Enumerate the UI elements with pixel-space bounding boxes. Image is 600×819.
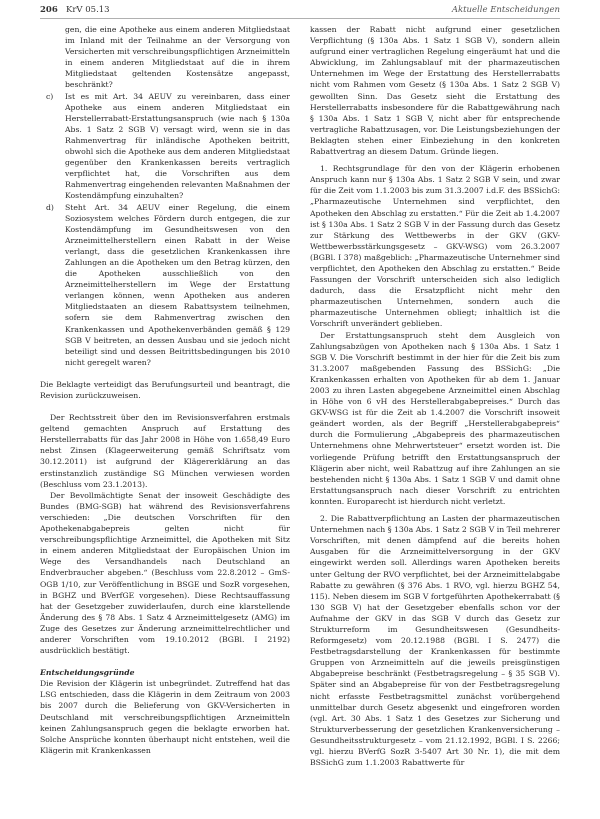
section-1	[310, 163, 560, 329]
paragraph-referral: Der Rechtsstreit über den im Revisionsverfahren erstmals geltend gemachten Anspruch auf Erstattung des Herstellerrabatts für das Jahr 2008 in Höhe von 1.658,49 Euro nebst Zinsen (Klageerweiterung gemäß Schriftsatz vom 30.12.2011) ist aufgrund der Klägererklärung an das erstinstanzlich zuständige SG München verwiesen worden (Beschluss vom 23.1.2013).	[40, 413, 290, 489]
paragraph-joint-senate: Der Bevollmächtigte Senat der insoweit Geschädigte des Bundes (BMG-SGB) hat während des Revisionsverfahrens verschieden: „Die deutschen Vorschriften für den Apothekenabgabepreis gelten nicht für verschreibungspflichtige Arzneimittel, die Apotheken mit Sitz in einem anderen Mitgliedstaat der Europäischen Union im Wege des Versandhandels nach Deutschland an Endverbraucher abgeben.“ (Beschluss vom 22.8.2012 – GmS-OGB 1/10, zur Veröffentlichung in BSGE und SozR vorgesehen, in BGHZ und BVerfGE vorgesehen). Diese Rechtsauffassung hat der Gesetzgeber zuwiderlaufen, durch eine klarstellende Änderung des § 78 Abs. 1 Satz 4 Arzneimittelgesetz (AMG) im Zuge des Gesetzes zur Änderung arzneimittelrechtlicher und anderer Vorschriften vom 19.10.2012 (BGBl. I 2192) ausdrücklich bestätigt.	[40, 490, 290, 656]
question-d-text: Steht Art. 34 AEUV einer Regelung, die einem Soziosystem welches Fördern durch entgegen, die zur Kostendämpfung im Gesundheitswesen von den Arzneimittelherstellern einen Rabatt in der Weise verlangt, dass die gesetzlichen Krankenkassen ihre Zahlungen an die Apotheken um den Betrag kürzen, den die Apotheken ausschließlich von den Arzneimittelherstellern im Wege der Erstattung verlangen können, wenn Apotheken aus anderen Mitgliedstaaten an diesem Rabattsystem teilnehmen, sofern sie dem Rahmenvertrag zwischen den Krankenkassen und Apothekenverbänden gemäß § 129 SGB V beitreten, an dessen Ausbau und sie jedoch nicht beteiligt sind und dessen Beitrittsbedingungen bis 2010 nicht geregelt waren?	[65, 202, 290, 367]
right-continuation: kassen der Rabatt nicht aufgrund einer gesetzlichen Verpflichtung (§ 130a Abs. 1 Satz 1 SGB V), sondern allein aufgrund einer vertraglichen Regelung eingeräumt hat und die Abwicklung, im Zahlungsablauf mit der pharmazeutischen Unternehmen im Wege der Erstattung des Herstellerrabatts nicht vom Rahmen vom Gesetz (§ 130a Abs. 1 Satz 2 SGB V) gewollten Sinn. Das Gesetz sieht die Erstattung des Herstellerrabatts insbesondere für die Rabattgewährung nach § 130a Abs. 1 Satz 1 SGB V, nicht aber für entsprechende vertragliche Rabattzusagen, vor. Die Leistungsbeziehungen der Beklagten stehen einer Einbeziehung in den konkreten Rabattvertrag an diesem Datum. Gründe liegen.	[310, 25, 560, 157]
section-1-marker: 1.	[320, 164, 328, 174]
question-c-marker: c)	[46, 91, 54, 101]
page-header	[40, 4, 560, 19]
section-2-marker: 2.	[320, 514, 328, 524]
defendant-motion: Die Beklagte verteidigt das Berufungsurteil und beantragt, die Revision zurückzuweisen.	[40, 379, 290, 400]
question-d	[40, 202, 290, 368]
paragraph-claim: Der Erstattungsanspruch steht dem Ausgleich von Zahlungsabzügen von Apotheken nach § 130a Abs. 1 Satz 1 SGB V. Die Vorschrift bestimmt in der hier für die Zeit bis zum 31.3.2007 maßgebenden Fassung des BSSichG: „Die Krankenkassen erhalten von Apotheken für ab dem 1. Januar 2003 zu ihren Lasten abgegebene Arzneimittel einen Abschlag in Höhe von 6 vH des Herstellerabgabepreises.“ Durch das GKV-WSG ist für die Zeit ab 1.4.2007 die Vorschrift insoweit geändert worden, als der Begriff „Herstellerabgabepreis“ durch die Formulierung „Abgabepreis des pharmazeutischen Unternehmens ohne Mehrwertsteuer“ ersetzt worden ist. Die vorliegende Prüfung betrifft den Erstattungsanspruch der Klägerin aber nicht, weil Rabattzug auf ihre Zahlungen an sie bestehenden nicht § 130a Abs. 1 Satz 1 SGB V und damit ohne Erstattungsanspruch nach dieser Vorschrift zu entrichten konnten. Europarecht ist hierdurch nicht verletzt.	[310, 330, 560, 506]
section-title: Aktuelle Entscheidungen	[451, 5, 560, 15]
reasons-heading: Entscheidungsgründe	[40, 668, 135, 678]
question-d-marker: d)	[46, 202, 54, 212]
page-number: 206	[40, 5, 58, 15]
section-2	[310, 513, 560, 768]
left-column	[40, 24, 290, 806]
section-2-text: Die Rabattverpflichtung an Lasten der pharmazeutischen Unternehmen nach § 130a Abs. 1 Satz 2 SGB V in Teil mehrerer Vorschriften, mit denen dämpfend auf die bereits hohen Ausgaben für die Arzneimittelversorgung in der GKV eingewirkt werden soll. Allerdings waren Apotheken bereits unter Geltung der RVO verpflichtet, bei der Arzneimittelabgabe Rabatte zu gewähren (§ 376 Abs. 1 RVO, vgl. hierzu BGHZ 54, 115). Neben diesem im SGB V fortgeführten Apothekerrabatt (§ 130 SGB V) hat der Gesetzgeber ebenfalls schon vor der Aufnahme der GKV in das SGB V durch das Gesetz zur Strukturreform im Gesundheitswesen (Gesundheits-Reformgesetz) vom 20.12.1988 (BGBl. I S. 2477) die Festbetragsdarstellung der Krankenkassen für bestimmte Gruppen von Arzneimitteln auf die jeweils preisgünstigen Abgabepreise beschränkt (Festbetragsregelung – § 35 SGB V). Später sind an Abgabepreise für von der Festbetragsregelung nicht erfasste Festbetragsmittel zunächst vorübergehend unmittelbar durch Gesetz abgesenkt und eingefroren worden (vgl. Art. 30 Abs. 1 Satz 1 des Gesetzes zur Sicherung und Strukturverbesserung der gesetzlichen Krankenversicherung – Gesundheitsstrukturgesetz – vom 21.12.1992, BGBl. I S. 2266; vgl. hierzu BVerfG SozR 3-5407 Art 30 Nr. 1), die mit dem BSSichG zum 1.1.2003 Rabattwerte für	[310, 514, 560, 768]
journal-reference: KrV 05.13	[66, 5, 110, 15]
question-c-text: Ist es mit Art. 34 AEUV zu vereinbaren, dass einer Apotheke aus einem anderen Mitgliedstaat ein Herstellerrabatt-Erstattungsanspruch (wie nach § 130a Abs. 1 Satz 2 SGB V) versagt wird, wenn sie in das Rahmenvertrag für inländische Apotheken beitritt, obwohl sich die Apotheke aus dem anderen Mitgliedstaat gegenüber den Krankenkassen bereits vertraglich verpflichtet hat, die Vorschriften aus dem Rahmenvertrag eingehenden relevanten Maßnahmen der Kostendämpfung einzuhalten?	[65, 91, 290, 201]
right-column	[310, 24, 560, 806]
question-c	[40, 91, 290, 202]
reasons-paragraph: Die Revision der Klägerin ist unbegründet. Zutreffend hat das LSG entschieden, dass die Klägerin in dem Zeitraum von 2003 bis 2007 durch die Belieferung von GKV-Versicherten in Deutschland mit verschreibungspflichtigen Arzneimitteln keinen Zahlungsanspruch gegen die beklagte erworben hat. Solche Ansprüche konnten überhaupt nicht entstehen, weil die Klägerin mit Krankenkassen	[40, 679, 290, 755]
section-1-text: Rechtsgrundlage für den von der Klägerin erhobenen Anspruch kann nur § 130a Abs. 1 Satz 2 SGB V sein, und zwar für die Zeit vom 1.1.2003 bis zum 31.3.2007 i.d.F. des BSSichG: „Pharmazeutische Unternehmen sind verpflichtet, den Apotheken den Abschlag zu erstatten.“ Für die Zeit ab 1.4.2007 ist § 130a Abs. 1 Satz 2 SGB V in der Fassung durch das Gesetz zur Stärkung des Wettbewerbs in der GKV (GKV-Wettbewerbsstärkungsgesetz – GKV-WSG) vom 26.3.2007 (BGBl. I 378) maßgeblich: „Pharmazeutische Unternehmer sind verpflichtet, den Apotheken den Abschlag zu erstatten.“ Beide Fassungen der Vorschrift unterscheiden sich also lediglich dadurch, dass die Ersatzpflicht nicht mehr den pharmazeutischen Unternehmen, sondern auch die pharmazeutische Unternehmen obliegt; inhaltlich ist die Vorschrift unverändert geblieben.	[310, 164, 560, 329]
question-continuation: gen, die eine Apotheke aus einem anderen Mitgliedstaat im Inland mit der Teilnahme an der Versorgung von Versicherten mit verschreibungspflichtigen Arzneimitteln in einem anderen Mitgliedstaat auf die in ihrem Mitgliedstaat geltenden Kostensätze angepasst, beschränkt?	[65, 25, 290, 90]
